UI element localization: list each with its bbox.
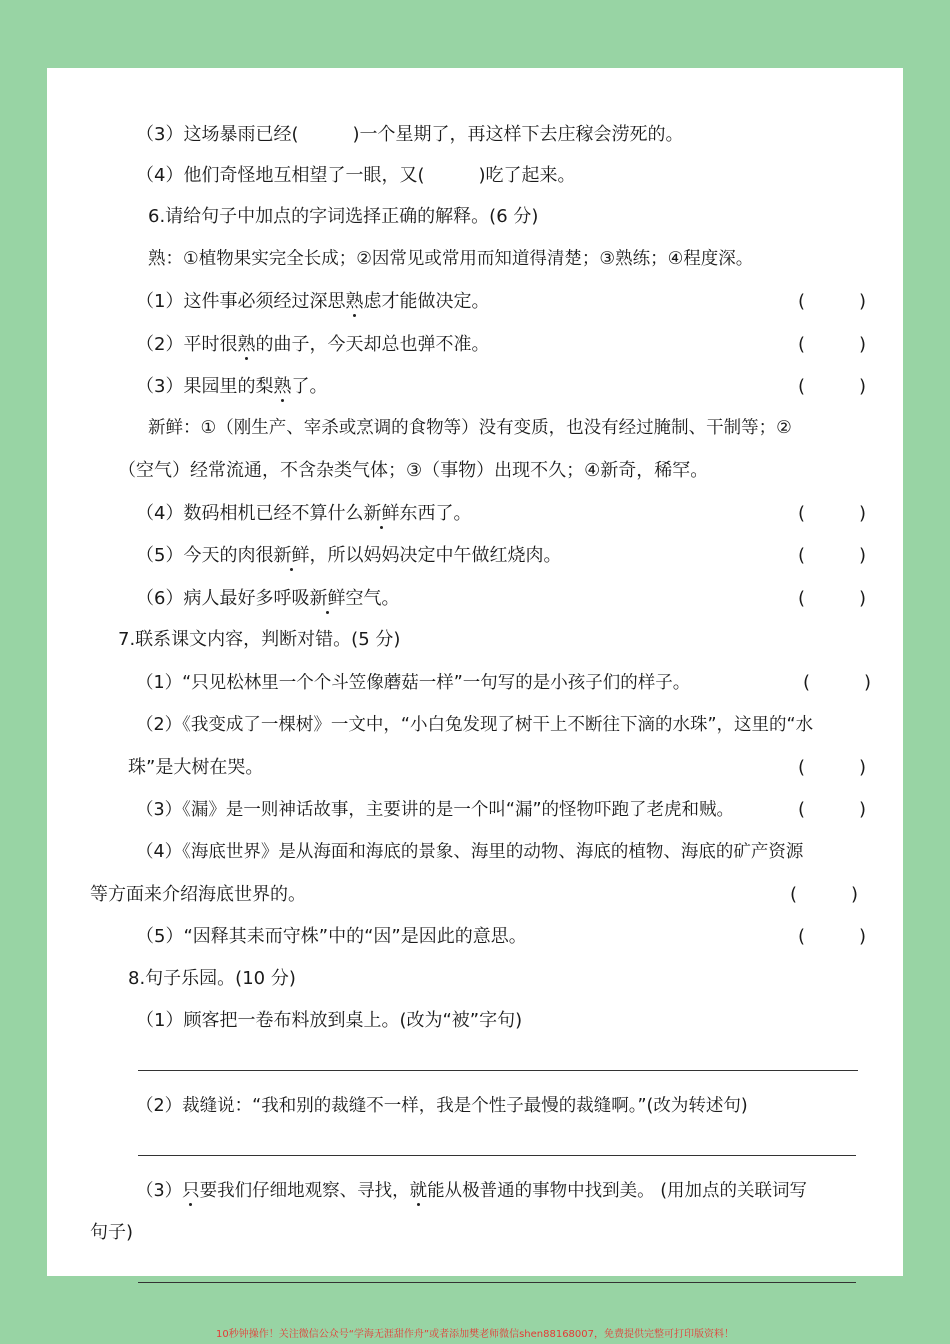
dotted-char: 熟 bbox=[237, 334, 256, 355]
answer-paren: ( ) bbox=[798, 799, 867, 820]
footer-promo: 10秒钟操作！关注微信公众号“学海无涯甜作舟”或者添加樊老师微信shen88168007，免费提供完整可打印版资料！ bbox=[215, 1329, 735, 1340]
rewrite-prompt-3-line1: （3）只要我们仔细地观察、寻找，就能从极普通的事物中找到美。 (用加点的关联词写 bbox=[136, 1181, 808, 1201]
dotted-word: 新鲜 bbox=[309, 588, 346, 609]
answer-paren: ( ) bbox=[798, 291, 867, 312]
xianxian-sentence-5: （5）今天的肉很新鲜，所以妈妈决定中午做红烧肉。 bbox=[136, 545, 562, 566]
dotted-char: 只 bbox=[182, 1181, 200, 1201]
answer-paren: ( ) bbox=[798, 926, 867, 947]
judge-1: （1）“只见松林里一个个斗笠像蘑菇一样”一句写的是小孩子们的样子。 bbox=[136, 673, 691, 693]
rewrite-prompt-2: （2）裁缝说：“我和别的裁缝不一样，我是个性子最慢的裁缝啊。”(改为转述句) bbox=[136, 1096, 748, 1116]
answer-paren: ( ) bbox=[798, 588, 867, 609]
rewrite-prompt-3-line2: 句子) bbox=[90, 1222, 134, 1243]
answer-paren: ( ) bbox=[798, 503, 867, 524]
dotted-char: 就 bbox=[409, 1181, 428, 1201]
answer-paren: ( ) bbox=[798, 545, 867, 566]
dotted-word: 新鲜 bbox=[363, 503, 400, 524]
fill-blank-4: （4）他们奇怪地互相望了一眼，又( )吃了起来。 bbox=[136, 165, 576, 186]
shu-sentence-2: （2）平时很熟的曲子，今天却总也弹不准。 bbox=[136, 334, 490, 355]
question-7-heading: 7.联系课文内容，判断对错。(5 分) bbox=[118, 629, 401, 650]
question-8-heading: 8.句子乐园。(10 分) bbox=[128, 968, 296, 989]
judge-4-line2: 等方面来介绍海底世界的。 bbox=[90, 884, 306, 905]
question-6-heading: 6.请给句子中加点的字词选择正确的解释。(6 分) bbox=[148, 206, 539, 227]
shu-sentence-3: （3）果园里的梨熟了。 bbox=[136, 376, 328, 397]
fill-blank-3: （3）这场暴雨已经( )一个星期了，再这样下去庄稼会涝死的。 bbox=[136, 124, 684, 145]
judge-4-line1: （4）《海底世界》是从海面和海底的景象、海里的动物、海底的植物、海底的矿产资源 bbox=[136, 842, 804, 862]
answer-line-3[interactable] bbox=[138, 1282, 856, 1283]
dotted-word: 新鲜 bbox=[273, 545, 310, 566]
judge-2-line2: 珠”是大树在哭。 bbox=[128, 757, 264, 778]
judge-5: （5）“因释其耒而守株”中的“因”是因此的意思。 bbox=[136, 926, 527, 947]
xianxian-sentence-6: （6）病人最好多呼吸新鲜空气。 bbox=[136, 588, 400, 609]
answer-paren: ( ) bbox=[803, 672, 872, 693]
answer-line-2[interactable] bbox=[138, 1155, 856, 1156]
xianxian-sentence-4: （4）数码相机已经不算什么新鲜东西了。 bbox=[136, 503, 472, 524]
xianxian-definitions-line1: 新鲜：①（刚生产、宰杀或烹调的食物等）没有变质，也没有经过腌制、干制等；② bbox=[148, 418, 792, 438]
answer-paren: ( ) bbox=[798, 334, 867, 355]
shu-sentence-1: （1）这件事必须经过深思熟虑才能做决定。 bbox=[136, 291, 490, 312]
answer-paren: ( ) bbox=[798, 376, 867, 397]
shu-definitions: 熟：①植物果实完全长成；②因常见或常用而知道得清楚；③熟练；④程度深。 bbox=[148, 249, 754, 269]
dotted-char: 熟 bbox=[345, 291, 364, 312]
dotted-char: 熟 bbox=[273, 376, 292, 397]
judge-2-line1: （2）《我变成了一棵树》一文中，“小白兔发现了树干上不断往下滴的水珠”，这里的“水 bbox=[136, 715, 814, 735]
xianxian-definitions-line2: （空气）经常流通，不含杂类气体；③（事物）出现不久；④新奇，稀罕。 bbox=[118, 460, 709, 481]
answer-paren: ( ) bbox=[798, 757, 867, 778]
rewrite-prompt-1: （1）顾客把一卷布料放到桌上。(改为“被”字句) bbox=[136, 1010, 523, 1031]
answer-line-1[interactable] bbox=[138, 1070, 858, 1071]
answer-paren: ( ) bbox=[790, 884, 859, 905]
judge-3: （3）《漏》是一则神话故事，主要讲的是一个叫“漏”的怪物吓跑了老虎和贼。 bbox=[136, 800, 735, 820]
